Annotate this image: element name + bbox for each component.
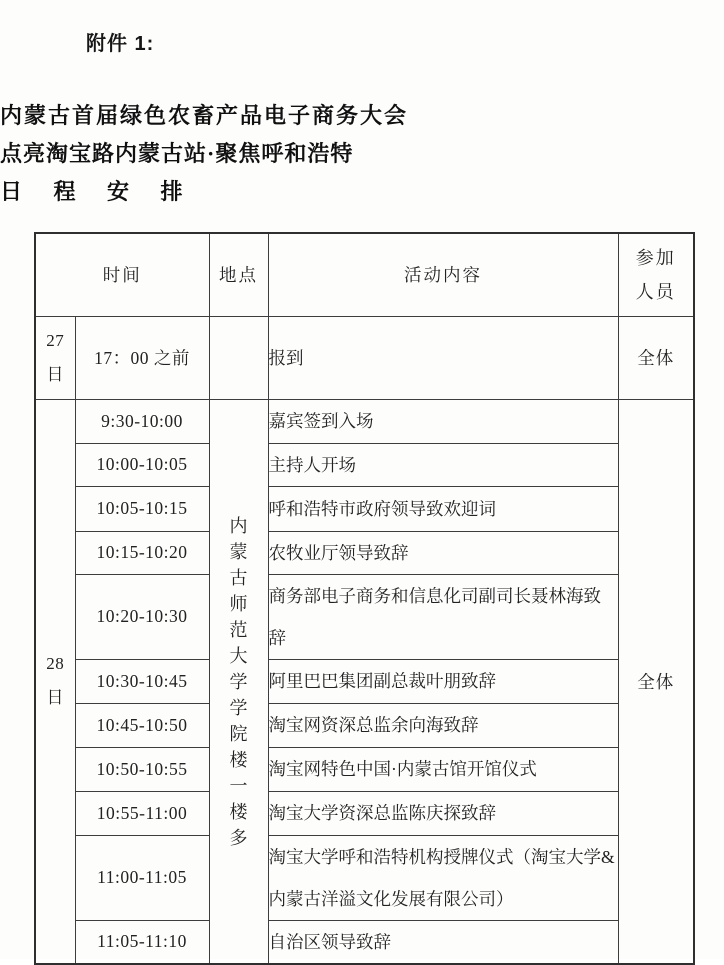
schedule-row [35,835,694,920]
time-cell: 17：00 之前 [75,316,209,399]
schedule-row [35,747,694,791]
time-cell: 10:30-10:45 [75,659,209,703]
time-cell: 10:45-10:50 [75,703,209,747]
activity-cell: 农牧业厅领导致辞 [268,531,618,574]
time-cell: 10:50-10:55 [75,747,209,791]
activity-cell: 自治区领导致辞 [268,920,618,964]
day-number: 27 [46,330,65,350]
schedule-row [35,399,694,443]
location-char: 师 [229,594,248,614]
time-cell: 10:15-10:20 [75,531,209,574]
schedule-row [35,920,694,964]
participants-cell: 全体 [618,316,694,399]
day-suffix: 日 [46,688,64,707]
time-cell: 11:05-11:10 [75,920,209,964]
day-number: 28 [46,654,65,673]
schedule-row [35,703,694,747]
schedule-row [35,659,694,703]
location-char: 院 [229,724,248,744]
location-char: 大 [229,646,248,666]
schedule-row [35,486,694,531]
location-char: 内 [229,516,248,536]
schedule-heading: 日 程 安 排 [0,179,189,204]
location-char: 一 [229,776,248,796]
schedule-row [35,531,694,574]
location-char: 学 [229,698,248,718]
activity-cell: 阿里巴巴集团副总裁叶朋致辞 [268,659,618,703]
time-cell: 10:00-10:05 [75,443,209,486]
participants-cell: 全体 [618,399,694,964]
location-char: 古 [229,568,248,588]
schedule-row-day27 [35,316,694,399]
activity-cell: 商务部电子商务和信息化司副司长聂林海致辞 [268,574,618,659]
col-header-location: 地点 [209,233,268,316]
document-title: 内蒙古首届绿色农畜产品电子商务大会 [0,103,409,128]
day-cell-27 [35,316,75,399]
activity-cell: 淘宝网资深总监余向海致辞 [268,703,618,747]
location-cell-empty [209,316,268,399]
time-cell: 10:05-10:15 [75,486,209,531]
activity-cell: 淘宝大学呼和浩特机构授牌仪式（淘宝大学&内蒙古洋溢文化发展有限公司） [268,835,618,920]
table-header-row [35,233,694,316]
location-cell [209,399,268,964]
schedule-table [34,232,695,965]
document-subtitle: 点亮淘宝路内蒙古站·聚焦呼和浩特 [0,141,354,166]
col-header-activity: 活动内容 [268,233,618,316]
col-header-time: 时间 [35,233,209,316]
day-cell-28 [35,399,75,964]
location-char: 楼 [229,750,248,770]
location-char: 多 [229,828,248,848]
location-vertical-text [210,512,268,850]
schedule-row [35,574,694,659]
col-header-participants [618,233,694,316]
time-cell: 9:30-10:00 [75,399,209,443]
attachment-label: 附件 1: [86,33,155,55]
schedule-row [35,791,694,835]
activity-cell: 主持人开场 [268,443,618,486]
location-char: 楼 [229,802,248,822]
time-cell: 10:55-11:00 [75,791,209,835]
location-char: 学 [229,672,248,692]
location-char: 蒙 [229,542,248,562]
activity-cell: 报到 [268,316,618,399]
activity-cell: 嘉宾签到入场 [268,399,618,443]
activity-cell: 呼和浩特市政府领导致欢迎词 [268,486,618,531]
time-cell: 10:20-10:30 [75,574,209,659]
col-header-participants-label: 参加人员 [635,247,676,302]
activity-cell: 淘宝大学资深总监陈庆探致辞 [268,791,618,835]
time-cell: 11:00-11:05 [75,835,209,920]
activity-cell: 淘宝网特色中国·内蒙古馆开馆仪式 [268,747,618,791]
schedule-row [35,443,694,486]
location-char: 范 [229,620,248,640]
day-suffix: 日 [46,364,64,384]
